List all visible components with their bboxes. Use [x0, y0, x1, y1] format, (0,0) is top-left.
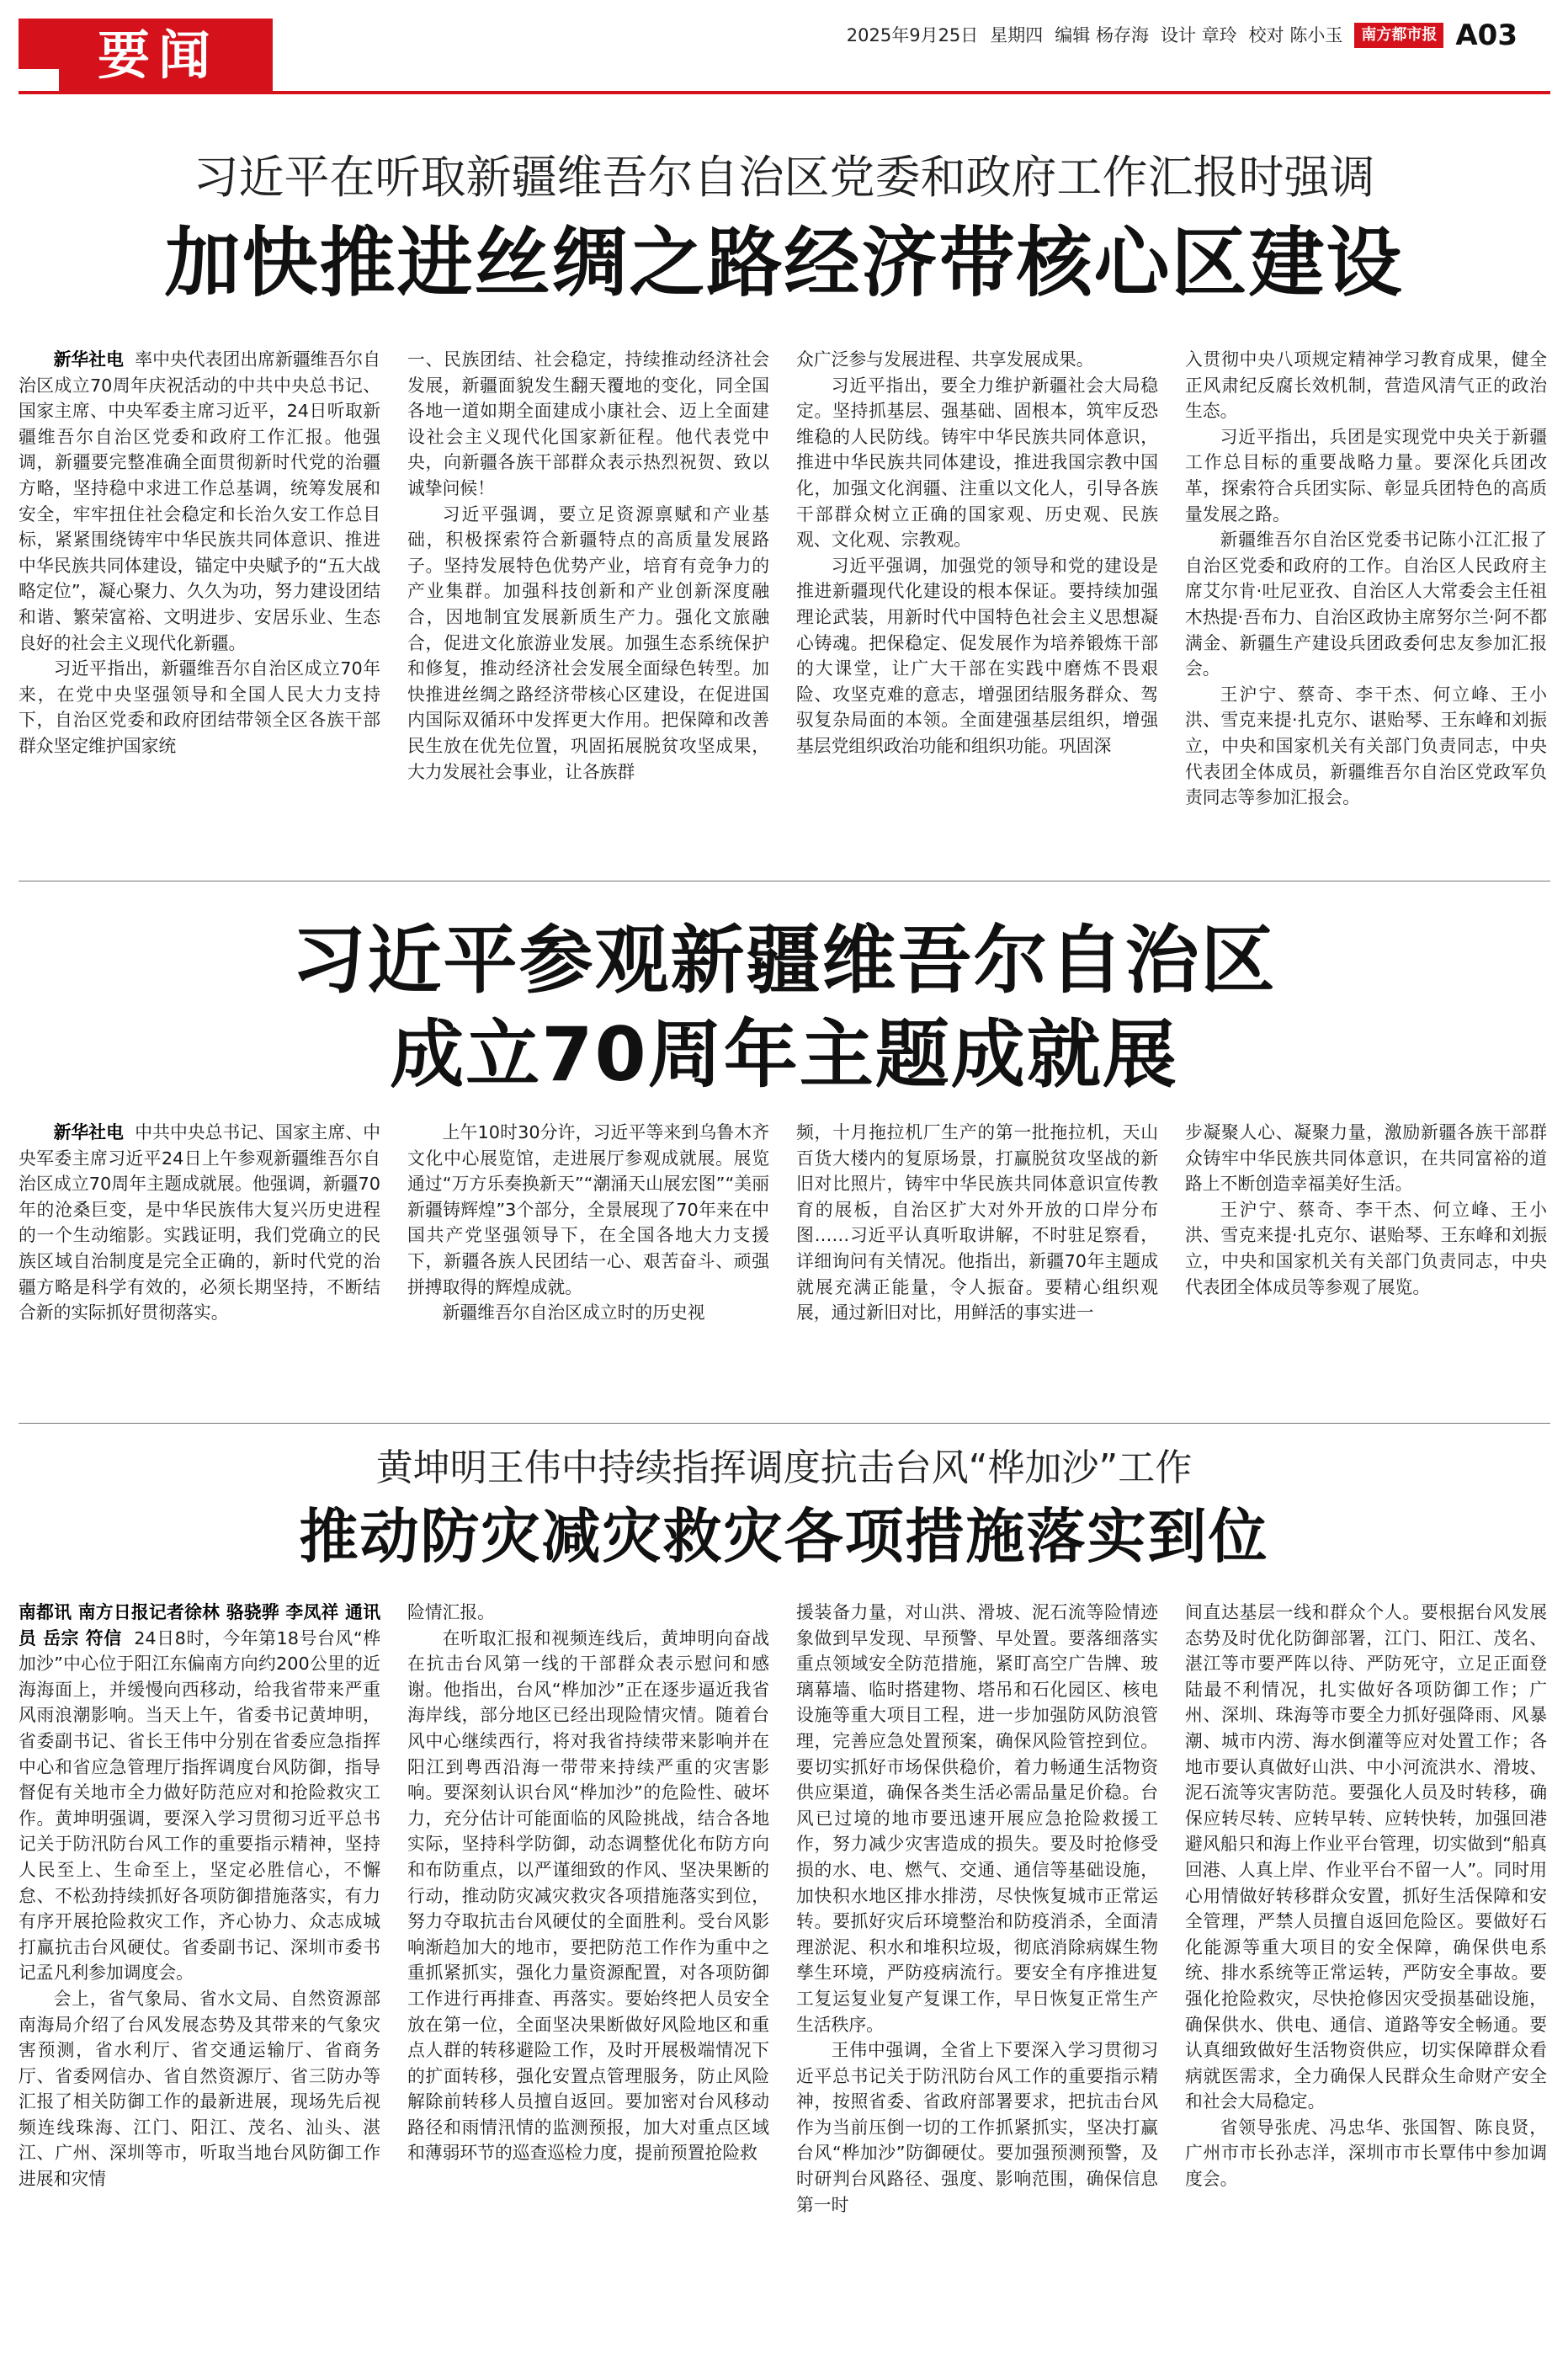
masthead-rule [19, 91, 1550, 94]
article2-column-1 [19, 1120, 380, 1403]
section-divider [19, 1423, 1550, 1424]
newspaper-brand-logo: 南方都市报 [1354, 23, 1443, 48]
paragraph: 会上，省气象局、省水文局、自然资源部南海局介绍了台风发展态势及其带来的气象灾害预测，省水利厅、省交通运输厅、省商务厅、省委网信办、省自然资源厅、省三防办等汇报了相关防御工作的最新进展，现场先后视频连线珠海、江门、阳江、茂名、汕头、湛江、广州、深圳等市，听取当地台风防御工作进展和灾情 [19, 1988, 380, 2190]
paragraph: 王沪宁、蔡奇、李干杰、何立峰、王小洪、雪克来提·扎克尔、谌贻琴、王东峰和刘振立，中央和国家机关有关部门负责同志，中央代表团全体成员等参观了展览。 [1185, 1199, 1547, 1297]
article3-headline: 推动防灾减灾救灾各项措施落实到位 [299, 1502, 1269, 1571]
article1-dateline: 新华社电 [53, 349, 124, 370]
paragraph: 习近平指出，要全力维护新疆社会大局稳定。坚持抓基层、强基础、固根本，筑牢反恐维稳的人民防线。铸牢中华民族共同体意识，推进中华民族共同体建设，推进我国宗教中国化，加强文化润疆、注重以文化人，引导各族干部群众树立正确的国家观、历史观、民族观、文化观、宗教观。 [796, 375, 1158, 551]
paragraph: 省领导张虎、冯忠华、张国智、陈良贤，广州市市长孙志洋，深圳市市长覃伟中参加调度会。 [1185, 2117, 1547, 2190]
section-tag: 要闻 [59, 19, 273, 93]
paragraph: 24日8时，今年第18号台风“桦加沙”中心位于阳江东偏南方向约200公里的近海海面上，并缓慢向西移动，给我省带来严重风雨浪潮影响。当天上午，省委书记黄坤明，省委副书记、省长王伟中分别在省委应急指挥中心和省应急管理厅指挥调度台风防御，指导督促有关地市全力做好防范应对和抢险救灾工作。黄坤明强调，要深入学习贯彻习近平总书记关于防汛防台风工作的重要指示精神，坚持人民至上、生命至上，坚定必胜信心，不懈怠、不松劲持续抓好各项防御措施落实，有力有序开展抢险救灾工作，齐心协力、众志成城打赢抗击台风硬仗。省委副书记、深圳市委书记孟凡利参加调度会。 [19, 1627, 380, 1984]
article2-headline-line1: 习近平参观新疆维吾尔自治区 [291, 917, 1277, 1004]
article3-byline: 南都讯 南方日报记者徐林 骆骁骅 李凤祥 通讯员 岳宗 符信 [19, 1602, 380, 1648]
paragraph: 王伟中强调，全省上下要深入学习贯彻习近平总书记关于防汛防台风工作的重要指示精神，按照省委、省政府部署要求，把抗击台风作为当前压倒一切的工作抓紧抓实，坚决打赢台风“桦加沙”防御硬仗。要加强预测预警，及时研判台风路径、强度、影响范围，确保信息第一时 [796, 2040, 1158, 2215]
editor-credit: 编辑 杨存海 [1055, 25, 1149, 45]
paragraph: 援装备力量，对山洪、滑坡、泥石流等险情迹象做到早发现、早预警、早处置。要落细落实重点领域安全防范措施，紧盯高空广告牌、玻璃幕墙、临时搭建物、塔吊和石化园区、核电设施等重大项目工程，进一步加强防风防浪管理，完善应急处置预案，确保风险管控到位。要切实抓好市场保供稳价，着力畅通生活物资供应渠道，确保各类生活必需品量足价稳。台风已过境的地市要迅速开展应急抢险救援工作，努力减少灾害造成的损失。要及时抢修受损的水、电、燃气、交通、通信等基础设施，加快积水地区排水排涝，尽快恢复城市正常运转。要抓好灾后环境整治和防疫消杀，全面清理淤泥、积水和堆积垃圾，彻底消除病媒生物孳生环境，严防疫病流行。要安全有序推进复工复运复业复产复课工作，早日恢复正常生产生活秩序。 [796, 1602, 1158, 2035]
issue-weekday: 星期四 [990, 25, 1044, 45]
paragraph: 步凝聚人心、凝聚力量，激励新疆各族干部群众铸牢中华民族共同体意识，在共同富裕的道路上不断创造幸福美好生活。 [1185, 1122, 1547, 1195]
paragraph: 众广泛参与发展进程、共享发展成果。 [796, 349, 1094, 370]
proofreader-credit: 校对 陈小玉 [1248, 25, 1343, 45]
paragraph: 王沪宁、蔡奇、李干杰、何立峰、王小洪、雪克来提·扎克尔、谌贻琴、王东峰和刘振立，中央和国家机关有关部门负责同志，中央代表团全体成员，新疆维吾尔自治区党政军负责同志等参加汇报会。 [1185, 684, 1547, 808]
paragraph: 习近平指出，兵团是实现党中央关于新疆工作总目标的重要战略力量。要深化兵团改革，探索符合兵团实际、彰显兵团特色的高质量发展之路。 [1185, 426, 1547, 525]
article2-column-3 [796, 1120, 1158, 1403]
designer-credit: 设计 章玲 [1160, 25, 1237, 45]
article1-kicker: 习近平在听取新疆维吾尔自治区党委和政府工作汇报时强调 [193, 151, 1375, 204]
article1-column-1 [19, 347, 380, 862]
paragraph: 习近平指出，新疆维吾尔自治区成立70年来，在党中央坚强领导和全国人民大力支持下，自治区党委和政府团结带领全区各族干部群众坚定维护国家统 [19, 658, 380, 756]
article3-column-4 [1185, 1600, 1547, 2341]
paragraph: 在听取汇报和视频连线后，黄坤明向奋战在抗击台风第一线的干部群众表示慰问和感谢。他指出，台风“桦加沙”正在逐步逼近我省海岸线，部分地区已经出现险情灾情。随着台风中心继续西行，将对我省持续带来影响并在阳江到粤西沿海一带带来持续严重的灾害影响。要深刻认识台风“桦加沙”的危险性、破坏力，充分估计可能面临的风险挑战，结合各地实际，坚持科学防御，动态调整优化布防方向和布防重点，以严谨细致的作风、坚决果断的行动，推动防灾减灾救灾各项措施落实到位，努力夺取抗击台风硬仗的全面胜利。受台风影响渐趋加大的地市，要把防范工作作为重中之重抓紧抓实，强化力量资源配置，对各项防御工作进行再排查、再落实。要始终把人员安全放在第一位，全面坚决果断做好风险地区和重点人群的转移避险工作，及时开展极端情况下的扩面转移，强化安置点管理服务，防止风险解除前转移人员擅自返回。要加密对台风移动路径和雨情汛情的监测预报，加大对重点区域和薄弱环节的巡查巡检力度，提前预置抢险救 [407, 1627, 769, 2164]
paragraph: 间直达基层一线和群众个人。要根据台风发展态势及时优化防御部署，江门、阳江、茂名、湛江等市要严阵以待、严防死守，立足正面登陆最不利情况，扎实做好各项防御工作；广州、深圳、珠海等市要全力抓好强降雨、风暴潮、城市内涝、海水倒灌等应对处置工作；各地市要认真做好山洪、中小河流洪水、滑坡、泥石流等灾害防范。要强化人员及时转移，确保应转尽转、应转早转、应转快转，加强回港避风船只和海上作业平台管理，切实做到“船真回港、人真上岸、作业平台不留一人”。同时用心用情做好转移群众安置，抓好生活保障和安全管理，严禁人员擅自返回危险区。要做好石化能源等重大项目的安全保障，确保供电系统、排水系统等正常运转，严防安全事故。要强化抢险救灾，尽快抢修因灾受损基础设施，确保供水、供电、通信、道路等安全畅通。要认真细致做好生活物资供应，切实保障群众看病就医需求，全力确保人民群众生命财产安全和社会大局稳定。 [1185, 1602, 1547, 2112]
page-header-meta [847, 19, 1518, 52]
paragraph: 上午10时30分许，习近平等来到乌鲁木齐文化中心展览馆，走进展厅参观成就展。展览通过“万方乐奏换新天”“潮涌天山展宏图”“美丽新疆铸辉煌”3个部分，全景展现了70年来在中国共产党坚强领导下，在全国各地大力支援下，新疆各族人民团结一心、艰苦奋斗、顽强拼搏取得的辉煌成就。 [407, 1122, 769, 1297]
page-number: A03 [1455, 19, 1518, 52]
article2-headline-line2: 成立70周年主题成就展 [390, 1011, 1178, 1098]
paragraph: 新疆维吾尔自治区党委书记陈小江汇报了自治区党委和政府的工作。自治区人民政府主席艾尔肯·吐尼亚孜、自治区人大常委会主任祖木热提·吾布力、自治区政协主席努尔兰·阿不都满金、新疆生产建设兵团政委何忠友参加汇报会。 [1185, 530, 1547, 679]
paragraph: 率中央代表团出席新疆维吾尔自治区成立70周年庆祝活动的中共中央总书记、国家主席、中央军委主席习近平，24日听取新疆维吾尔自治区党委和政府工作汇报。他强调，新疆要完整准确全面贯彻新时代党的治疆方略，坚持稳中求进工作总基调，统筹发展和安全，牢牢扭住社会稳定和长治久安工作总目标，紧紧围绕铸牢中华民族共同体意识、推进中华民族共同体建设，锚定中央赋予的“五大战略定位”，凝心聚力、久久为功，努力建设团结和谐、繁荣富裕、文明进步、安居乐业、生态良好的社会主义现代化新疆。 [19, 349, 380, 653]
article1-column-2 [407, 347, 769, 862]
paragraph: 险情汇报。 [407, 1602, 495, 1622]
article1-column-3 [796, 347, 1158, 862]
article2-dateline: 新华社电 [53, 1122, 124, 1142]
paragraph: 新疆维吾尔自治区成立时的历史视 [442, 1302, 705, 1323]
article1-headline: 加快推进丝绸之路经济带核心区建设 [164, 219, 1404, 307]
issue-date: 2025年9月25日 [846, 25, 979, 45]
paragraph: 习近平强调，要立足资源禀赋和产业基础，积极探索符合新疆特点的高质量发展路子。坚持发展特色优势产业，培育有竞争力的产业集群。加强科技创新和产业创新深度融合，因地制宜发展新质生产力。强化文旅融合，促进文化旅游业发展。加强生态系统保护和修复，推动经济社会发展全面绿色转型。加快推进丝绸之路经济带核心区建设，在促进国内国际双循环中发挥更大作用。把保障和改善民生放在优先位置，巩固拓展脱贫攻坚成果，大力发展社会事业，让各族群 [407, 503, 769, 782]
paragraph: 入贯彻中央八项规定精神学习教育成果，健全正风肃纪反腐长效机制，营造风清气正的政治生态。 [1185, 349, 1547, 422]
article3-column-2 [407, 1600, 769, 2341]
article2-column-4 [1185, 1120, 1547, 1403]
paragraph: 习近平强调，加强党的领导和党的建设是推进新疆现代化建设的根本保证。要持续加强理论武装，用新时代中国特色社会主义思想凝心铸魂。把保稳定、促发展作为培养锻炼干部的大课堂，让广大干部在实践中磨炼不畏艰险、攻坚克难的意志，增强团结服务群众、驾驭复杂局面的本领。全面建强基层组织，增强基层党组织政治功能和组织功能。巩固深 [796, 555, 1158, 756]
article3-kicker: 黄坤明王伟中持续指挥调度抗击台风“桦加沙”工作 [375, 1446, 1193, 1489]
paragraph: 中共中央总书记、国家主席、中央军委主席习近平24日上午参观新疆维吾尔自治区成立70周年主题成就展。他强调，新疆70年的沧桑巨变，是中华民族伟大复兴历史进程的一个生动缩影。实践证明，我们党确立的民族区域自治制度是完全正确的，新时代党的治疆方略是科学有效的，必须长期坚持，不断结合新的实际抓好贯彻落实。 [19, 1122, 380, 1323]
paragraph: 频，十月拖拉机厂生产的第一批拖拉机，天山百货大楼内的复原场景，打赢脱贫攻坚战的新旧对比照片，铸牢中华民族共同体意识宣传教育的展板，自治区扩大对外开放的口岸分布图……习近平认真听取讲解，不时驻足察看，详细询问有关情况。他指出，新疆70年主题成就展充满正能量，令人振奋。要精心组织观展，通过新旧对比，用鲜活的事实进一 [796, 1122, 1158, 1323]
article3-column-3 [796, 1600, 1158, 2341]
article2-column-2 [407, 1120, 769, 1403]
paragraph: 一、民族团结、社会稳定，持续推动经济社会发展，新疆面貌发生翻天覆地的变化，同全国各地一道如期全面建成小康社会、迈上全面建设社会主义现代化国家新征程。他代表党中央，向新疆各族干部群众表示热烈祝贺、致以诚挚问候！ [407, 349, 769, 498]
article3-column-1 [19, 1600, 380, 2341]
section-tag-corner [19, 19, 59, 69]
article1-column-4 [1185, 347, 1547, 862]
